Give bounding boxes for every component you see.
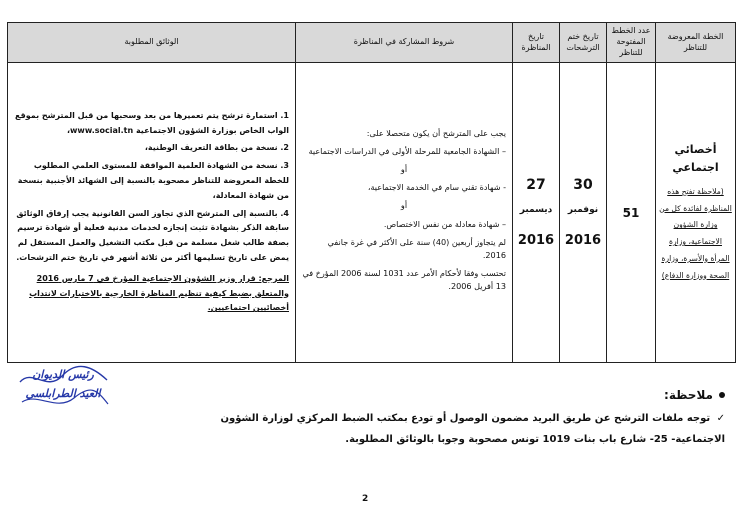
notes-section: [205, 388, 725, 450]
exam-month: ديسمبر: [519, 204, 553, 215]
condition-option-2: - شهادة تقني سام في الخدمة الاجتماعية،: [367, 182, 506, 193]
plan-cell: [656, 63, 736, 363]
document-item-2: 2. نسخة من بطاقة التعريف الوطنية،: [144, 143, 289, 153]
exam-year: 2016: [517, 233, 555, 248]
header-date: تاريخ المناظرة: [513, 23, 560, 63]
condition-option-3: – شهادة معادلة من نفس الاختصاص.: [383, 218, 506, 229]
deadline-year: 2016: [564, 233, 602, 248]
header-documents: الوثائق المطلوبة: [8, 23, 296, 63]
conditions-cell: [296, 63, 513, 363]
document-reference: المرجع: قرار وزير الشؤون الاجتماعية المؤرخ في 7 مارس 2016 والمتعلق بضبط كيفية تنظيم المناظرة الخارجية بالاختبارات لانتداب أخصائيين اجتماعيين.: [29, 273, 289, 313]
exam-day: 27: [526, 176, 546, 193]
positions-count: 51: [607, 63, 656, 363]
competition-table: [7, 22, 736, 363]
header-deadline: تاريخ ختم الترشحات: [560, 23, 607, 63]
documents-list: [14, 109, 289, 266]
signature-title: رئيس الديوان: [32, 368, 94, 381]
header-plan: الخطة المعروضة للتناظر: [656, 23, 736, 63]
notes-text-row: [205, 408, 725, 450]
page-number: 2: [362, 494, 369, 504]
condition-or-2: أو: [400, 200, 408, 211]
notes-heading: ملاحظة:: [664, 388, 713, 402]
signature-name: العيد الطرابلسي: [25, 387, 101, 400]
documents-cell: [8, 63, 296, 363]
plan-note: (ملاحظة تفتح هذه المناظرة لفائدة كل من وزارة الشؤون الاجتماعية، وزارة المرأة والأسرة، وزارة الصحة ووزارة الدفاع): [659, 187, 732, 280]
bullet-icon: [719, 392, 725, 398]
deadline-day: 30: [573, 176, 593, 193]
table-row: [8, 63, 736, 363]
conditions-intro: يجب على المترشح أن يكون متحصلا على:: [366, 127, 506, 138]
document-item-3: 3. نسخة من الشهادة العلمية الموافقة للمستوى العلمي المطلوب للخطة المعروضة للتناظر مصحوبة بالنسبة إلى الشهائد الأجنبية بنسخة من شهادة المعادلة،: [17, 161, 289, 200]
document-item-1: 1. استمارة ترشح يتم تعميرها من بعد وسحبها من قبل المترشح بموقع الواب الخاص بوزارة الشؤون الاجتماعية www.social.tn،: [15, 110, 289, 135]
signature-block: [8, 368, 118, 400]
table-header-row: [8, 23, 736, 63]
header-count: عدد الخطط المفتوحة للتناظر: [607, 23, 656, 63]
checkmark-icon: ✓: [716, 413, 725, 424]
document-item-4: 4. بالنسبة إلى المترشح الذي تجاوز السن القانونية يجب إرفاق الوثائق سابقة الذكر بشهادة تثبت إنجازه لخدمات مدنية فعلية أو شهادة ترسيم بصفة طالب شغل مسلمة من قبل مكتب التشغيل والعمل المستقل لم يمض على تاريخ تسليمها أكثر من ثلاثة أشهر في تاريخ ختم الترشحات.: [16, 208, 289, 262]
header-conditions: شروط المشاركة في المناظرة: [296, 23, 513, 63]
condition-or-1: أو: [400, 164, 408, 175]
notes-text: توجه ملفات الترشح عن طريق البريد مضمون الوصول أو تودع بمكتب الضبط المركزي لوزارة الشؤون الاجتماعية- 25- شارع باب بنات 1019 تونس مصحوبة وجوبا بالوثائق المطلوبة.: [220, 413, 725, 445]
notes-heading-row: [205, 388, 725, 402]
condition-age: لم يتجاوز أربعين (40) سنة على الأكثر في غرة جانفي 2016.: [327, 236, 506, 260]
condition-calc: تحتسب وفقا لأحكام الأمر عدد 1031 لسنة 2006 المؤرخ في 13 أفريل 2006.: [302, 267, 506, 291]
plan-title-line2: اجتماعي: [672, 161, 719, 175]
deadline-month: نوفمبر: [567, 204, 599, 215]
exam-date-cell: [513, 63, 560, 363]
condition-option-1: – الشهادة الجامعية للمرحلة الأولى في الدراسات الاجتماعية: [308, 146, 506, 157]
plan-title-line1: أخصائي: [674, 142, 717, 156]
deadline-cell: [560, 63, 607, 363]
